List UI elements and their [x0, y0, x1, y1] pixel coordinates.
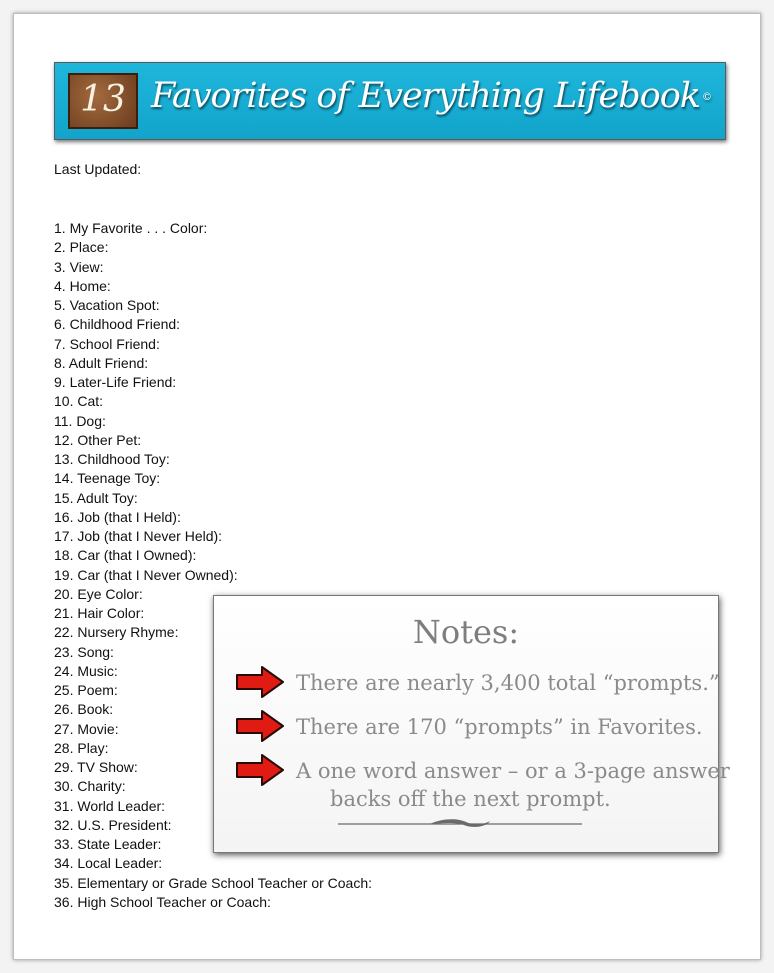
- prompt-item: 6. Childhood Friend:: [54, 316, 181, 333]
- prompt-item: 25. Poem:: [54, 682, 118, 698]
- prompt-item: 11. Dog:: [54, 412, 106, 429]
- prompt-item: 29. TV Show:: [54, 759, 138, 775]
- prompt-item: 13. Childhood Toy:: [54, 451, 170, 467]
- prompt-item: 4. Home:: [54, 277, 111, 294]
- note-text: There are 170 “prompts” in Favorites.: [296, 715, 703, 739]
- prompt-item: 10. Cat:: [54, 393, 104, 410]
- prompt-item: 34. Local Leader:: [54, 855, 163, 872]
- banner-brand: [554, 76, 711, 116]
- prompt-item: 8. Adult Friend:: [54, 354, 149, 371]
- prompt-item: 18. Car (that I Owned):: [54, 547, 197, 564]
- notes-title: Notes:: [412, 613, 520, 651]
- number-badge: 13: [68, 73, 138, 129]
- prompt-item: 32. U.S. President:: [54, 816, 172, 833]
- prompt-item: 2. Place:: [54, 239, 109, 256]
- prompt-item: 31. World Leader:: [54, 797, 166, 814]
- note-text-line1: A one word answer – or a 3-page answer: [296, 759, 730, 783]
- prompt-item: 26. Book:: [54, 701, 114, 718]
- last-updated-label: Last Updated:: [54, 161, 142, 177]
- note-text: There are nearly 3,400 total “prompts.”: [296, 671, 720, 695]
- prompt-item: 33. State Leader:: [54, 836, 162, 852]
- prompt-item: 17. Job (that I Never Held):: [54, 528, 223, 544]
- prompt-item: 22. Nursery Rhyme:: [54, 624, 179, 641]
- red-arrow-icon: [234, 707, 286, 745]
- prompt-item: 24. Music:: [54, 662, 118, 679]
- prompt-item: 16. Job (that I Held):: [54, 508, 181, 525]
- prompt-item: 35. Elementary or Grade School Teacher or Coach:: [54, 874, 373, 891]
- prompt-item: 9. Later-Life Friend:: [54, 374, 177, 390]
- copyright-mark: ©: [702, 92, 711, 103]
- lifebook-page: [13, 13, 761, 960]
- prompt-item: 5. Vacation Spot:: [54, 297, 160, 313]
- prompt-item: 23. Song:: [54, 643, 114, 660]
- prompt-item: 28. Play:: [54, 739, 109, 756]
- prompt-item: 14. Teenage Toy:: [54, 470, 161, 487]
- red-arrow-icon: [234, 751, 286, 789]
- notes-callout: [213, 595, 730, 853]
- prompt-item: 36. High School Teacher or Coach:: [54, 893, 271, 910]
- prompt-item: 3. View:: [54, 258, 104, 275]
- prompt-item: 12. Other Pet:: [54, 431, 142, 448]
- prompt-item: 19. Car (that I Never Owned):: [54, 566, 238, 583]
- flourish-divider-icon: [338, 817, 582, 831]
- prompt-item: 21. Hair Color:: [54, 605, 145, 621]
- prompt-item: 7. School Friend:: [54, 335, 160, 352]
- prompt-item: 30. Charity:: [54, 778, 126, 795]
- prompt-item: 1. My Favorite . . . Color:: [54, 220, 208, 236]
- header-banner: [54, 62, 726, 140]
- prompt-item: 15. Adult Toy:: [54, 489, 138, 506]
- note-text: [296, 757, 730, 813]
- banner-title: Favorites of Everything: [151, 76, 544, 116]
- red-arrow-icon: [234, 663, 286, 701]
- brand-name: Lifebook: [554, 76, 700, 116]
- prompt-item: 27. Movie:: [54, 720, 119, 737]
- note-text-line2: backs off the next prompt.: [330, 787, 611, 811]
- prompt-item: 20. Eye Color:: [54, 585, 143, 602]
